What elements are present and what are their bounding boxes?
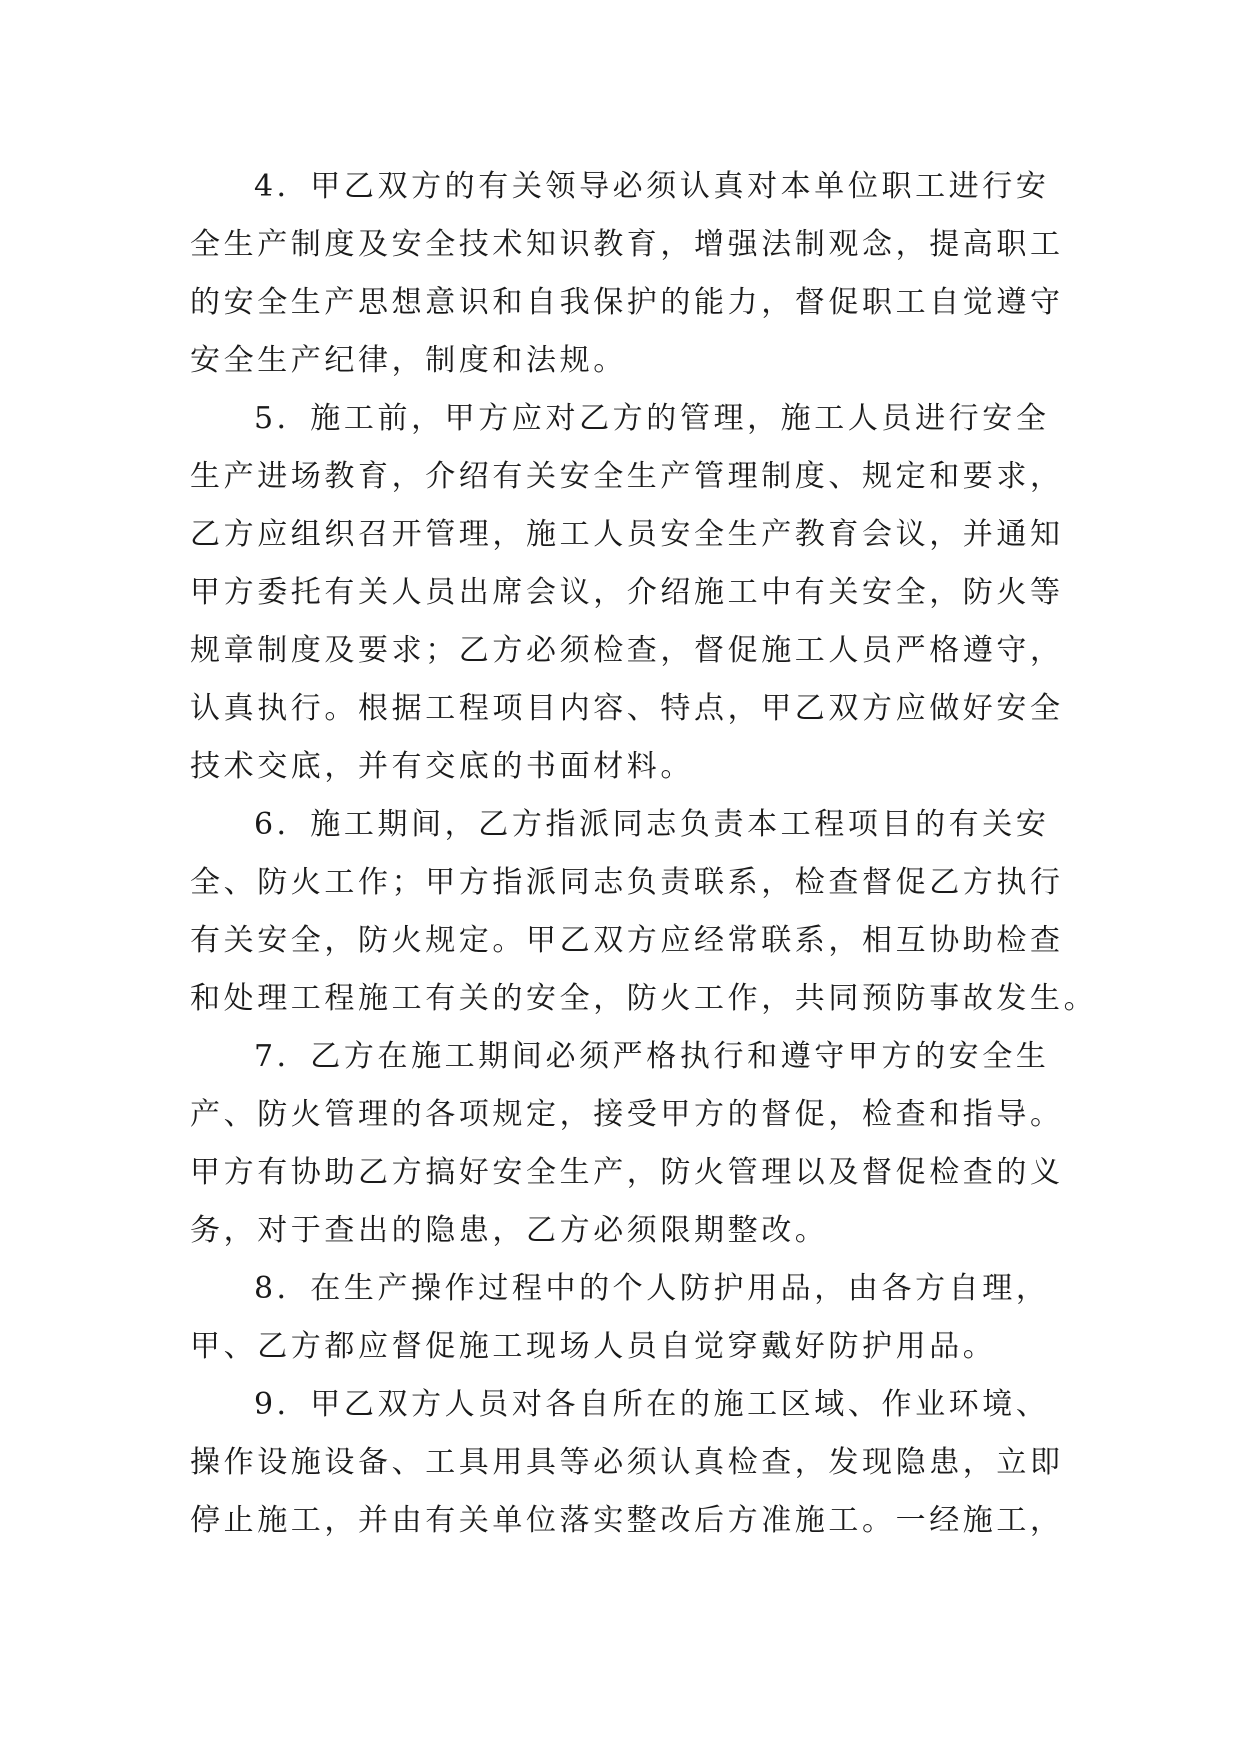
paragraph-7 xyxy=(190,1028,1070,1260)
text-line: 甲方委托有关人员出席会议，介绍施工中有关安全，防火等 xyxy=(190,575,1064,610)
text-line: 务，对于查出的隐患，乙方必须限期整改。 xyxy=(190,1213,829,1248)
text-line: 甲、乙方都应督促施工现场人员自觉穿戴好防护用品。 xyxy=(190,1329,997,1364)
paragraph-8 xyxy=(190,1260,1070,1376)
text-line: 4．甲乙双方的有关领导必须认真对本单位职工进行安 xyxy=(254,169,1050,204)
text-line: 停止施工，并由有关单位落实整改后方准施工。一经施工， xyxy=(190,1503,1064,1538)
text-line: 认真执行。根据工程项目内容、特点，甲乙双方应做好安全 xyxy=(190,691,1064,726)
text-line: 8．在生产操作过程中的个人防护用品，由各方自理， xyxy=(254,1271,1050,1306)
text-line: 甲方有协助乙方搞好安全生产，防火管理以及督促检查的义 xyxy=(190,1155,1064,1190)
text-line: 安全生产纪律，制度和法规。 xyxy=(190,343,627,378)
document-body xyxy=(190,158,1098,1550)
text-line: 的安全生产思想意识和自我保护的能力，督促职工自觉遵守 xyxy=(190,285,1064,320)
text-line: 5．施工前，甲方应对乙方的管理，施工人员进行安全 xyxy=(254,401,1050,436)
text-line: 规章制度及要求；乙方必须检查，督促施工人员严格遵守， xyxy=(190,633,1064,668)
text-line: 和处理工程施工有关的安全，防火工作，共同预防事故发生。 xyxy=(190,981,1098,1016)
text-line: 操作设施设备、工具用具等必须认真检查，发现隐患，立即 xyxy=(190,1445,1064,1480)
text-line: 9．甲乙双方人员对各自所在的施工区域、作业环境、 xyxy=(254,1387,1050,1422)
text-line: 全生产制度及安全技术知识教育，增强法制观念，提高职工 xyxy=(190,227,1064,262)
paragraph-5 xyxy=(190,390,1070,796)
text-line: 7．乙方在施工期间必须严格执行和遵守甲方的安全生 xyxy=(254,1039,1050,1074)
paragraph-4 xyxy=(190,158,1070,390)
paragraph-9 xyxy=(190,1376,1070,1550)
text-line: 全、防火工作；甲方指派同志负责联系，检查督促乙方执行 xyxy=(190,865,1064,900)
text-line: 技术交底，并有交底的书面材料。 xyxy=(190,749,694,784)
text-line: 有关安全，防火规定。甲乙双方应经常联系，相互协助检查 xyxy=(190,923,1064,958)
paragraph-6 xyxy=(190,796,1098,1028)
text-line: 产、防火管理的各项规定，接受甲方的督促，检查和指导。 xyxy=(190,1097,1064,1132)
text-line: 生产进场教育，介绍有关安全生产管理制度、规定和要求， xyxy=(190,459,1064,494)
text-line: 乙方应组织召开管理，施工人员安全生产教育会议，并通知 xyxy=(190,517,1064,552)
text-line: 6．施工期间，乙方指派同志负责本工程项目的有关安 xyxy=(254,807,1050,842)
